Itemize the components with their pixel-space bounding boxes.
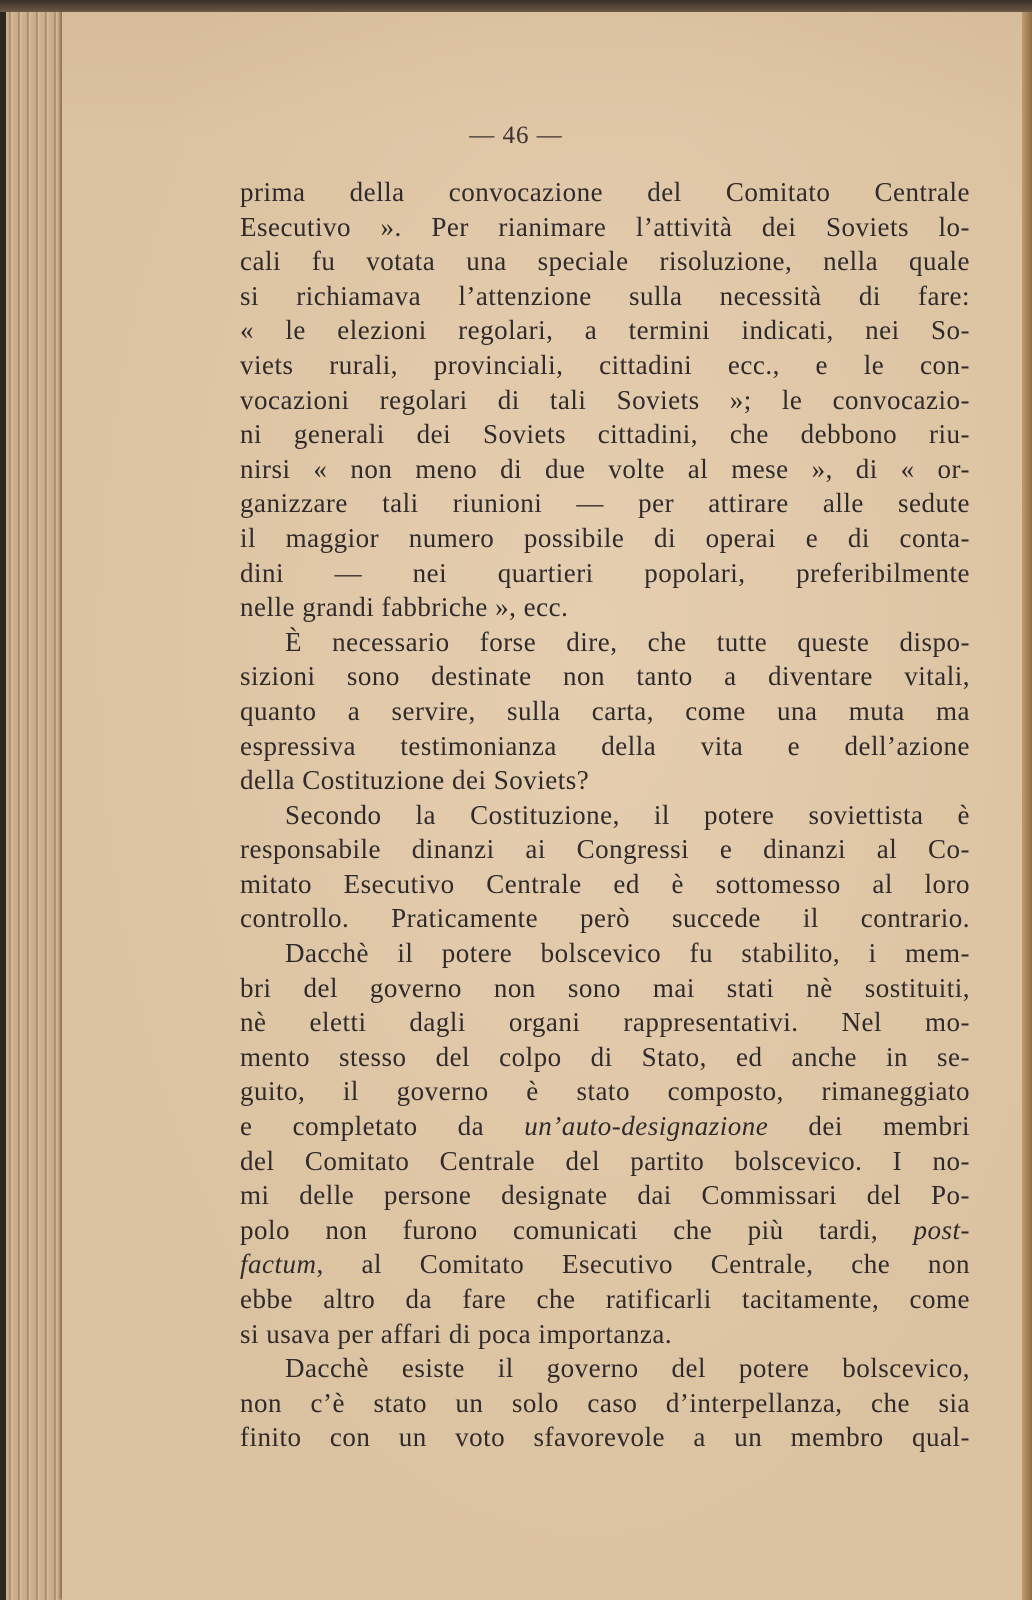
text-line <box>240 625 970 660</box>
text-line <box>240 1144 970 1179</box>
text-line <box>240 901 970 936</box>
text-line <box>240 1386 970 1421</box>
text-line <box>240 763 970 798</box>
italic-text: un’auto-designazione <box>524 1111 769 1142</box>
text-run: ni generali dei Soviets cittadini, che debbono riu- <box>240 419 970 450</box>
text-run: , al Comitato Esecutivo Centrale, che non <box>316 1249 970 1280</box>
text-run: responsabile dinanzi ai Congressi e dinanzi al Co- <box>240 834 970 865</box>
text-run: nelle grandi fabbriche », ecc. <box>240 592 569 623</box>
text-line <box>240 971 970 1006</box>
text-line <box>240 1213 970 1248</box>
page-number: — 46 — <box>469 122 563 149</box>
text-line <box>240 729 970 764</box>
text-line <box>240 659 970 694</box>
text-run: viets rurali, provinciali, cittadini ecc., e le con- <box>240 349 970 380</box>
text-line <box>240 832 970 867</box>
text-line <box>240 1005 970 1040</box>
text-line <box>240 244 970 279</box>
text-run: ebbe altro da fare che ratificarli tacitamente, come <box>240 1284 970 1314</box>
text-line <box>240 417 970 452</box>
text-run: mento stesso del colpo di Stato, ed anche in se- <box>240 1041 970 1072</box>
text-run: del Comitato Centrale del partito bolscevico. I no- <box>240 1145 970 1176</box>
text-run: vocazioni regolari di tali Soviets »; le convocazio- <box>240 384 970 415</box>
text-line <box>240 694 970 729</box>
text-run: controllo. Praticamente però succede il contrario. <box>240 903 970 934</box>
top-page-edge <box>0 0 1032 12</box>
text-line <box>240 1282 970 1317</box>
text-run: « le elezioni regolari, a termini indicati, nei So- <box>240 315 970 346</box>
italic-text: post- <box>913 1214 970 1245</box>
text-line <box>240 556 970 591</box>
text-line <box>240 867 970 902</box>
text-run: mi delle persone designate dai Commissari del Po- <box>240 1180 970 1211</box>
text-line <box>240 175 970 210</box>
text-run: della Costituzione dei Soviets? <box>240 765 590 796</box>
text-run: mitato Esecutivo Centrale ed è sottomesso al loro <box>240 868 970 899</box>
text-run: nirsi « non meno di due volte al mese », di « or- <box>240 453 970 484</box>
text-run: È necessario forse dire, che tutte queste dispo- <box>285 626 970 657</box>
text-line <box>240 1317 970 1352</box>
text-run: si usava per affari di poca importanza. <box>240 1318 673 1349</box>
text-run: ganizzare tali riunioni — per attirare alle sedute <box>240 488 970 519</box>
text-run: e completato da <box>240 1111 525 1142</box>
text-line <box>240 383 970 418</box>
text-run: sizioni sono destinate non tanto a diventare vitali, <box>240 661 970 692</box>
text-run: bri del governo non sono mai stati nè sostituiti, <box>240 972 970 1003</box>
text-run: guito, il governo è stato composto, rimaneggiato <box>240 1076 970 1107</box>
right-page-edge <box>1022 0 1032 1600</box>
text-line <box>240 486 970 521</box>
text-line <box>240 1074 970 1109</box>
body-text <box>240 175 970 1455</box>
text-line <box>240 936 970 971</box>
text-run: il maggior numero possibile di operai e di conta- <box>240 522 970 553</box>
text-line <box>240 798 970 833</box>
italic-text: factum <box>240 1249 317 1280</box>
text-run: Secondo la Costituzione, il potere soviettista è <box>285 799 970 830</box>
text-line <box>240 279 970 314</box>
text-line <box>240 1351 970 1386</box>
text-line <box>240 348 970 383</box>
text-run: cali fu votata una speciale risoluzione, nella quale <box>240 246 970 277</box>
text-line <box>240 1420 970 1455</box>
text-line <box>240 1040 970 1075</box>
text-line <box>240 1247 970 1282</box>
text-line <box>240 210 970 245</box>
text-line <box>240 1109 970 1144</box>
text-run: Dacchè il potere bolscevico fu stabilito, i mem- <box>285 938 970 969</box>
text-line <box>240 313 970 348</box>
text-run: espressiva testimonianza della vita e dell’azione <box>240 730 970 761</box>
text-line <box>240 521 970 556</box>
text-run: Dacchè esiste il governo del potere bolscevico, <box>285 1353 970 1384</box>
text-run: dei membri <box>768 1111 970 1142</box>
text-run: finito con un voto sfavorevole a un membro qual- <box>240 1422 970 1453</box>
text-run: nè eletti dagli organi rappresentativi. Nel mo- <box>240 1007 970 1038</box>
text-run: non c’è stato un solo caso d’interpellanza, che sia <box>240 1387 970 1418</box>
text-run: polo non furono comunicati che più tardi, <box>240 1214 914 1245</box>
text-run: si richiamava l’attenzione sulla necessità di fare: <box>240 280 970 311</box>
text-line <box>240 452 970 487</box>
text-run: dini — nei quartieri popolari, preferibilmente <box>240 557 970 588</box>
text-run: quanto a servire, sulla carta, come una muta ma <box>240 695 970 726</box>
text-line <box>240 590 970 625</box>
text-run: prima della convocazione del Comitato Centrale <box>240 177 970 207</box>
text-line <box>240 1178 970 1213</box>
text-run: Esecutivo ». Per rianimare l’attività dei Soviets lo- <box>240 211 970 242</box>
